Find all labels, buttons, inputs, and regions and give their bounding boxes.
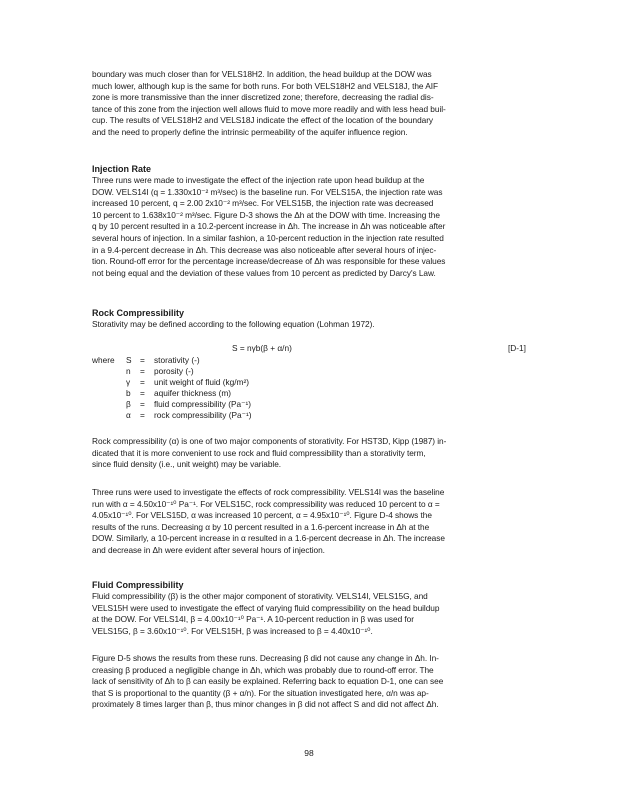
text-line: and decrease in Δh were evident after several hours of injection. xyxy=(92,544,325,555)
text-line: VELS15H were used to investigate the effect of varying fluid compressibility on the head buildup xyxy=(92,602,440,613)
equation-d1: S = nγb(β + α/n) xyxy=(232,343,292,353)
text-line: since fluid density (i.e., unit weight) may be variable. xyxy=(92,459,282,470)
text-line: lack of sensitivity of Δh to β can easily be explained. Referring back to equation D-1, one can see xyxy=(92,676,444,687)
definition-row xyxy=(92,399,251,410)
definition-equals: = xyxy=(140,410,145,420)
text-line: proximately 8 times larger than β, thus minor changes in β did not affect S and did not affect Δh. xyxy=(92,699,439,710)
text-line: that S is proportional to the quantity (β + α/n). For the situation investigated here, α/n was ap- xyxy=(92,687,429,698)
text-line: cup. The results of VELS18H2 and VELS18J indicate the effect of the location of the boundary xyxy=(92,115,434,126)
text-line: not being equal and the deviation of these values from 10 percent as predicted by Darcy's Law. xyxy=(92,267,436,278)
where-label: where xyxy=(92,355,115,365)
text-line: Figure D-5 shows the results from these runs. Decreasing β did not cause any change in Δh. In- xyxy=(92,653,439,663)
text-line: tance of this zone from the injection well allows fluid to move more readily and with less head buil- xyxy=(92,103,446,114)
paragraph-rock-1 xyxy=(92,436,532,471)
definition-symbol: b xyxy=(126,388,131,398)
definition-row xyxy=(92,377,249,388)
section-fluid-compressibility xyxy=(92,579,532,637)
text-line: VELS15G, β = 3.60x10⁻¹⁰. For VELS15H, β was increased to β = 4.40x10⁻¹⁰. xyxy=(92,625,373,636)
text-line: DOW. Similarly, a 10-percent increase in α resulted in a 1.6-percent decrease in Δh. The increase xyxy=(92,533,445,544)
paragraph-rock-2 xyxy=(92,487,532,557)
heading-rock-compressibility: Rock Compressibility xyxy=(92,308,185,318)
definition-desc: rock compressibility (Pa⁻¹) xyxy=(154,410,252,420)
section-injection-rate xyxy=(92,163,532,279)
definition-desc: unit weight of fluid (kg/m²) xyxy=(154,377,249,387)
definition-desc: fluid compressibility (Pa⁻¹) xyxy=(154,399,252,409)
text-line: several hours of injection. In a similar fashion, a 10-percent reduction in the injection rate resulted xyxy=(92,232,444,243)
text-line: zone is more transmissive than the inner discretized zone; therefore, decreasing the radial dis- xyxy=(92,92,434,103)
text-line: Three runs were used to investigate the effects of rock compressibility. VELS14I was the baseline xyxy=(92,487,445,497)
text-line: dicated that it is more convenient to use rock and fluid compressibility than a storativity term, xyxy=(92,447,426,458)
text-line: 4.05x10⁻¹⁰. For VELS15D, α was increased 10 percent, α = 4.95x10⁻¹⁰. Figure D-4 shows the xyxy=(92,510,432,521)
definition-equals: = xyxy=(140,366,145,376)
text-line: results of the runs. Decreasing α by 10 percent resulted in a 1.6-percent increase in Δh at the xyxy=(92,521,430,532)
text-line: Three runs were made to investigate the effect of the injection rate upon head buildup at the xyxy=(92,175,425,185)
text-line: Storativity may be defined according to the following equation (Lohman 1972). xyxy=(92,319,375,329)
definition-desc: porosity (-) xyxy=(154,366,194,376)
text-line: at the DOW. For VELS14I, β = 4.00x10⁻¹⁰ Pa⁻¹. A 10-percent reduction in β was used for xyxy=(92,614,414,625)
text-line: in a 9.4-percent decrease in Δh. This decrease was also noticeable after several hours of injec- xyxy=(92,244,437,255)
text-line: Rock compressibility (α) is one of two major components of storativity. For HST3D, Kipp (1987) in- xyxy=(92,436,447,446)
definition-equals: = xyxy=(140,388,145,398)
definition-symbol: α xyxy=(126,410,131,420)
equation-number: [D-1] xyxy=(508,343,526,353)
text-line: run with α = 4.50x10⁻¹⁰ Pa⁻¹. For VELS15C, rock compressibility was reduced 10 percent to α = xyxy=(92,498,440,509)
text-line: and the need to properly define the intrinsic permeability of the aquifer influence region. xyxy=(92,126,408,137)
definition-symbol: γ xyxy=(126,377,131,387)
definition-desc: aquifer thickness (m) xyxy=(154,388,232,398)
paragraph-fluid-2 xyxy=(92,653,532,711)
definition-row xyxy=(92,355,200,366)
definition-row xyxy=(92,410,252,421)
text-line: much lower, although kup is the same for both runs. For both VELS18H2 and VELS18J, the AIF xyxy=(92,80,439,91)
definition-symbol: β xyxy=(126,399,131,409)
text-line: boundary was much closer than for VELS18H2. In addition, the head buildup at the DOW was xyxy=(92,69,432,79)
text-line: increased 10 percent, q = 2.00 2x10⁻² m³/sec. For VELS15B, the injection rate was decreased xyxy=(92,198,434,209)
definition-equals: = xyxy=(140,355,145,365)
definition-equals: = xyxy=(140,377,145,387)
text-line: DOW. VELS14I (q = 1.330x10⁻² m³/sec) is the baseline run. For VELS15A, the injection rate was xyxy=(92,186,443,197)
text-line: creasing β produced a negligible change in Δh, which was probably due to round-off error. The xyxy=(92,664,434,675)
heading-fluid-compressibility: Fluid Compressibility xyxy=(92,580,184,590)
page-number: 98 xyxy=(304,748,314,758)
text-line: q by 10 percent resulted in a 10.2-percent increase in Δh. The increase in Δh was noticeable after xyxy=(92,221,446,232)
text-line: 10 percent to 1.638x10⁻² m³/sec. Figure D-3 shows the Δh at the DOW with time. Increasing the xyxy=(92,209,440,220)
text-line: Fluid compressibility (β) is the other major component of storativity. VELS14I, VELS15G, and xyxy=(92,591,428,601)
section-rock-compressibility xyxy=(92,307,532,331)
definition-row xyxy=(92,388,231,399)
definition-symbol: S xyxy=(126,355,132,365)
heading-injection-rate: Injection Rate xyxy=(92,164,152,174)
paragraph-intro xyxy=(92,69,532,139)
definition-desc: storativity (-) xyxy=(154,355,200,365)
definition-symbol: n xyxy=(126,366,131,376)
definition-row xyxy=(92,366,194,377)
text-line: tion. Round-off error for the percentage increase/decrease of Δh was responsible for these values xyxy=(92,256,446,267)
definition-equals: = xyxy=(140,399,145,409)
